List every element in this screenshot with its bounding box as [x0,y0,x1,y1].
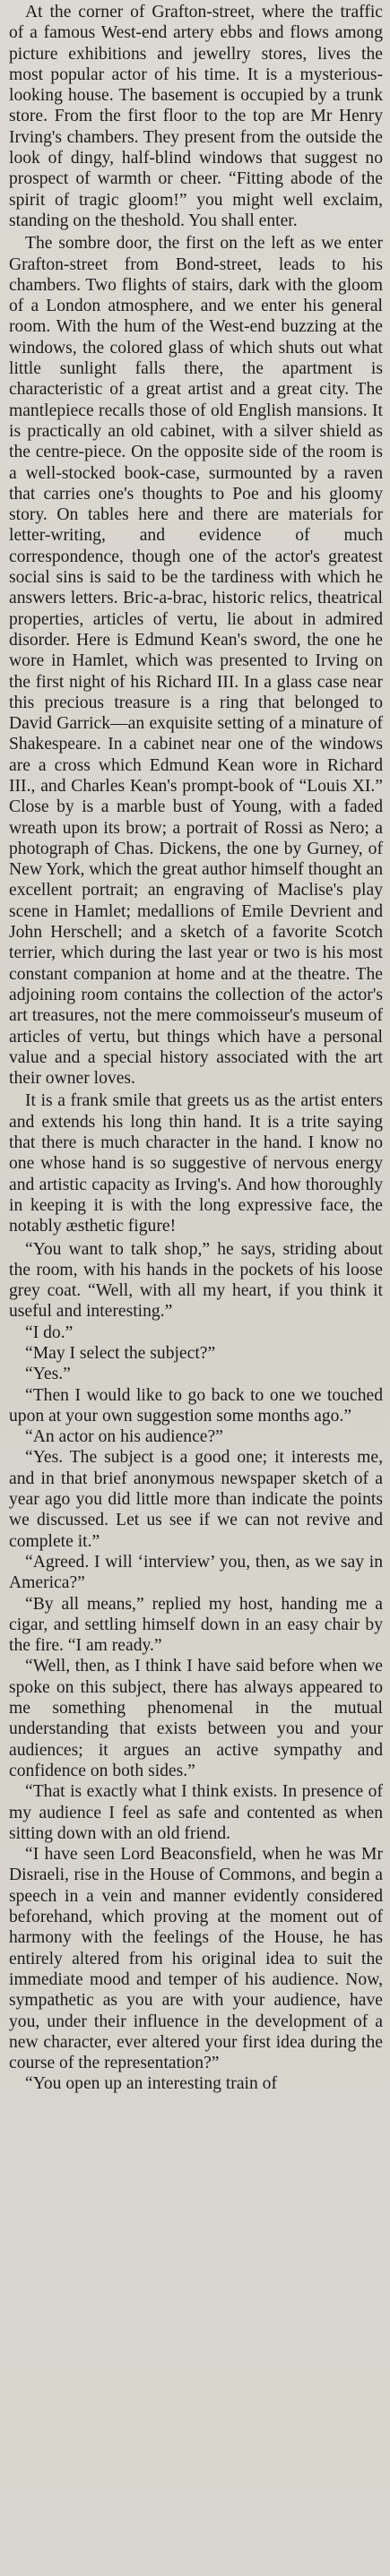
article-paragraph-9: “An actor on his audience?” [25,1427,223,1447]
article-paragraph-5: “I do.” [25,1322,74,1342]
article-paragraph-11: “Agreed. I will ‘interview’ you, then, as we say in America?” [9,1552,383,1593]
article-paragraph-6: “May I select the subject?” [25,1344,216,1363]
article-paragraph-7: “Yes.” [25,1365,71,1384]
article-paragraph-16: “You open up an interesting train of [25,2074,277,2094]
article-paragraph-14: “That is exactly what I think exists. In presence of my audience I feel as safe and contented as when sitting down with an old friend. [9,1782,383,1843]
article-paragraph-10: “Yes. The subject is a good one; it interests me, and in that brief anonymous newspaper sketch of a year ago you did little more than indicate the points we discussed. Let us see if we can not revive and complete it.” [9,1448,383,1551]
article-paragraph-4: “You want to talk shop,” he says, striding about the room, with his hands in the pockets of his loose grey coat. “Well, with all my heart, if you think it useful and interesting.” [9,1239,383,1322]
article-paragraph-8: “Then I would like to go back to one we touched upon at your own suggestion some months ago.” [9,1385,383,1426]
article-paragraph-3: It is a frank smile that greets us as the artist enters and extends his long thin hand. It is a trite saying that there is much character in the hand. I know no one whose hand is so suggestive of nervous energy and artistic capacity as Irving's. And how thoroughly in keeping it is with the long expressive face, the notably æsthetic figure! [9,1091,383,1236]
article-paragraph-15: “I have seen Lord Beaconsfield, when he was Mr Disraeli, rise in the House of Commons, and begin a speech in a vein and manner evidently considered beforehand, which proving at the moment out of harmony with the feelings of the House, he has entirely altered from his original idea to suit the immediate mood and temper of his audience. Now, sympathetic as you are with your audience, have you, under their influence in the development of a new character, ever altered your first idea during the course of the representation?” [9,1845,383,2073]
article-paragraph-1: At the corner of Grafton-street, where the traffic of a famous West-end artery ebbs and flows among picture exhibitions and jewellry stores, lives the most popular actor of his time. It is a mysterious-looking house. The basement is occupied by a trunk store. From the first floor to the top are Mr Henry Irving's chambers. They present from the outside the look of dingy, half-blind windows that suggest no prospect of warmth or cheer. “Fitting abode of the spirit of tragic gloom!” you might well exclaim, standing on the theshold. You shall enter. [9,3,383,230]
article-paragraph-2: The sombre door, the first on the left as we enter Grafton-street from Bond-street, leads to his chambers. Two flights of stairs, dark with the gloom of a London atmosphere, and we enter his general room. With the hum of the West-end buzzing at the windows, the colored glass of which shuts out what little sunlight falls there, the apartment is characteristic of a great artist and a great city. The mantlepiece recalls those of old English mansions. It is practically an old cabinet, with a silver shield as the centre-piece. On the opposite side of the room is a well-stocked book-case, surmounted by a raven that carries one's thoughts to Poe and his gloomy story. On tables here and there are materials for letter-writing, and evidence of much correspondence, though one of the actor's greatest social sins is said to be the tardiness with which he answers letters. Bric-a-brac, historic relics, theatrical properties, articles of vertu, lie about in admired disorder. Here is Edmund Kean's sword, the one he wore in Hamlet, which was presented to Irving on the first night of his Richard III. In a glass case near this precious treasure is a ring that belonged to David Garrick—an exquisite setting of a minature of Shakespeare. In a cabinet near one of the windows are a cross which Edmund Kean wore in Richard III., and Charles Kean's prompt-book of “Louis XI.” Close by is a marble bust of Young, with a faded wreath upon its brow; a portrait of Rossi as Nero; a photograph of Chas. Dickens, the one by Gurney, of New York, which the great author himself thought an excellent portrait; an engraving of Maclise's play scene in Hamlet; medallions of Emile Devrient and John Herschell; and a sketch of a favorite Scotch terrier, which during the last year or two is his most constant companion at home and at the theatre. The adjoining room contains the collection of the actor's art treasures, not the mere commoisseur's museum of articles of vertu, but things which have a personal value and a special history associated with the art their owner loves. [9,234,383,1089]
article-paragraph-13: “Well, then, as I think I have said before when we spoke on this subject, there has always appeared to me something phenomenal in the mutual understanding that exists between you and your audiences; it argues an active sympathy and confidence on both sides.” [9,1657,383,1780]
article-paragraph-12: “By all means,” replied my host, handing me a cigar, and settling himself down in an easy chair by the fire. “I am ready.” [9,1594,383,1656]
